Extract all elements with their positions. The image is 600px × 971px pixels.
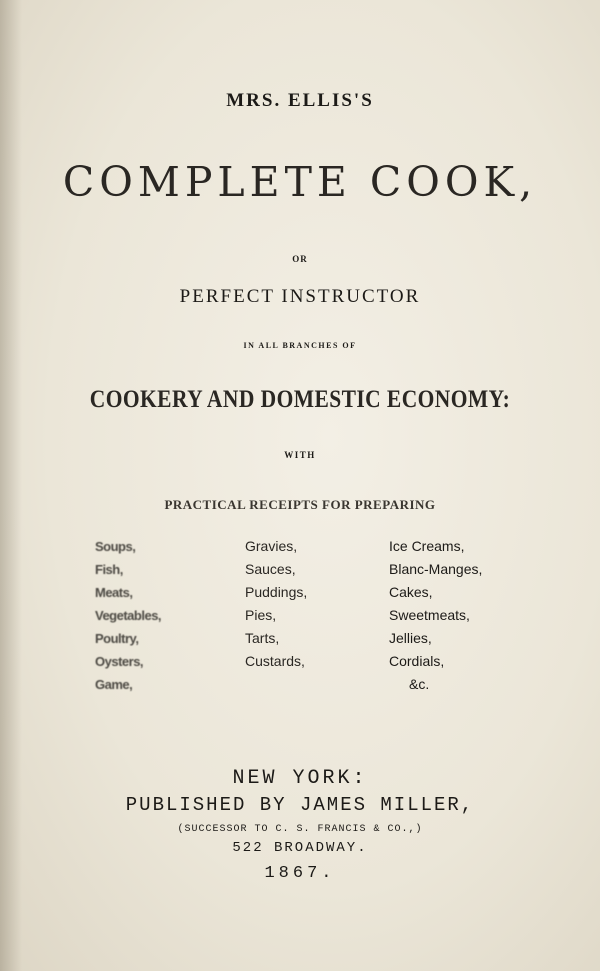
practical-receipts-line: PRACTICAL RECEIPTS FOR PREPARING bbox=[164, 497, 436, 512]
list-item: Custards, bbox=[245, 653, 305, 669]
imprint-year: 1867. bbox=[264, 864, 336, 883]
imprint-address: 522 BROADWAY. bbox=[232, 840, 368, 856]
imprint-publisher: PUBLISHED BY JAMES MILLER, bbox=[125, 794, 475, 816]
list-item: Vegetables, bbox=[95, 608, 162, 623]
list-item: Puddings, bbox=[245, 584, 308, 600]
receipts-column-1 bbox=[95, 535, 161, 696]
list-item: Ice Creams, bbox=[389, 538, 465, 554]
list-item: Pies, bbox=[245, 607, 277, 623]
author-line: MRS. ELLIS'S bbox=[226, 90, 374, 111]
list-item: Meats, bbox=[95, 585, 133, 600]
receipts-column-2 bbox=[245, 535, 307, 673]
list-item: Jellies, bbox=[389, 630, 432, 646]
with-line: WITH bbox=[284, 450, 316, 460]
subtitle: PERFECT INSTRUCTOR bbox=[179, 286, 421, 307]
or-line: OR bbox=[292, 254, 308, 264]
subject-line: COOKERY AND DOMESTIC ECONOMY: bbox=[89, 386, 511, 413]
list-item: Fish, bbox=[95, 562, 123, 577]
in-all-branches-line: IN ALL BRANCHES OF bbox=[243, 341, 357, 350]
list-item: &c. bbox=[409, 676, 430, 692]
list-item: Sweetmeats, bbox=[389, 607, 470, 623]
imprint-successor: (SUCCESSOR TO C. S. FRANCIS & CO.,) bbox=[177, 824, 423, 835]
list-item: Soups, bbox=[95, 539, 136, 554]
list-item: Blanc-Manges, bbox=[389, 561, 483, 577]
list-item: Poultry, bbox=[95, 631, 139, 646]
list-item: Game, bbox=[95, 677, 133, 692]
receipts-column-3 bbox=[389, 535, 482, 696]
list-item: Cordials, bbox=[389, 653, 445, 669]
list-item: Gravies, bbox=[245, 538, 298, 554]
list-item: Tarts, bbox=[245, 630, 280, 646]
main-title: COMPLETE COOK, bbox=[62, 158, 538, 206]
list-item: Oysters, bbox=[95, 654, 144, 669]
list-item: Cakes, bbox=[389, 584, 433, 600]
imprint-city: NEW YORK: bbox=[232, 767, 368, 790]
list-item: Sauces, bbox=[245, 561, 296, 577]
